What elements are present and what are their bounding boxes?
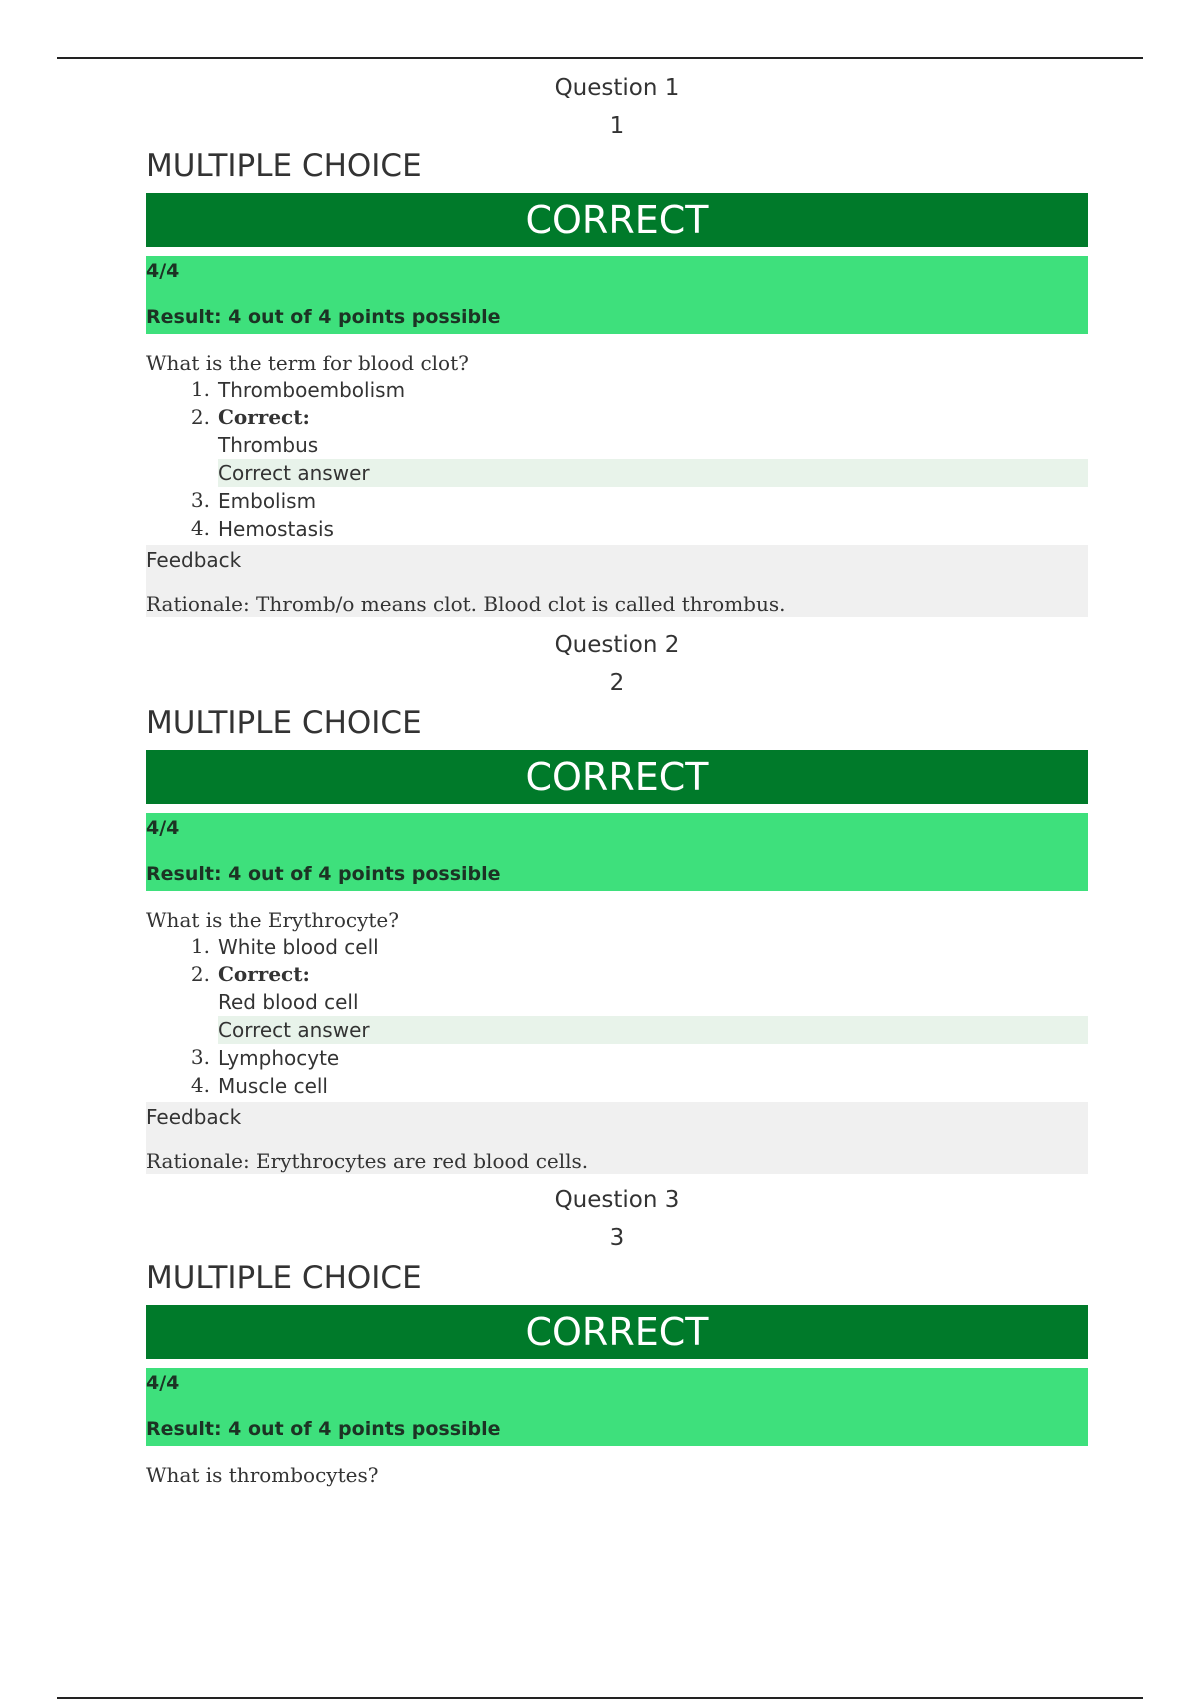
option-number: 4. (190, 516, 210, 540)
option-text: Lymphocyte (218, 1046, 340, 1070)
correct-label: Correct: (218, 962, 310, 986)
question-number: 2 (609, 670, 625, 696)
question-1 (146, 74, 1088, 617)
feedback-panel (146, 1102, 1088, 1174)
option-number: 3. (190, 1045, 210, 1069)
option-text: Thrombus (218, 433, 319, 457)
question-type: MULTIPLE CHOICE (146, 705, 422, 741)
option-text: Muscle cell (218, 1074, 328, 1098)
question-2 (146, 631, 1088, 1174)
question-number: 3 (609, 1225, 625, 1251)
option-text: Red blood cell (218, 990, 359, 1014)
score-panel (146, 1368, 1088, 1446)
feedback-rationale: Rationale: Erythrocytes are red blood cells. (146, 1149, 589, 1173)
question-type: MULTIPLE CHOICE (146, 1260, 422, 1296)
answer-option (146, 933, 1088, 961)
option-number: 2. (190, 405, 210, 429)
question-stem: What is the term for blood clot? (146, 351, 469, 375)
points-earned: 4/4 (146, 817, 180, 839)
points-earned: 4/4 (146, 260, 180, 282)
question-stem: What is the Erythrocyte? (146, 908, 399, 932)
question-stem: What is thrombocytes? (146, 1463, 379, 1487)
bottom-rule (57, 1697, 1143, 1699)
answer-options (146, 376, 1088, 543)
answer-option-correct (146, 961, 1088, 1044)
answer-option (146, 1044, 1088, 1072)
option-number: 4. (190, 1073, 210, 1097)
correct-answer-tag: Correct answer (218, 1016, 1088, 1044)
answer-option-correct (146, 404, 1088, 487)
question-title: Question 3 (554, 1187, 680, 1213)
answer-option (146, 515, 1088, 543)
question-title: Question 1 (554, 75, 680, 101)
answer-option (146, 1072, 1088, 1100)
result-text: Result: 4 out of 4 points possible (146, 1418, 501, 1440)
answer-option (146, 376, 1088, 404)
score-panel (146, 256, 1088, 334)
option-number: 1. (190, 377, 210, 401)
option-text: Hemostasis (218, 517, 334, 541)
correct-banner: CORRECT (146, 193, 1088, 247)
correct-label: Correct: (218, 405, 310, 429)
option-text: Thromboembolism (218, 378, 406, 402)
question-type: MULTIPLE CHOICE (146, 148, 422, 184)
correct-answer-tag: Correct answer (218, 459, 1088, 487)
answer-options (146, 933, 1088, 1100)
option-text: Embolism (218, 489, 317, 513)
option-number: 2. (190, 962, 210, 986)
answer-option (146, 487, 1088, 515)
feedback-rationale: Rationale: Thromb/o means clot. Blood clot is called thrombus. (146, 592, 786, 616)
result-text: Result: 4 out of 4 points possible (146, 863, 501, 885)
option-text: White blood cell (218, 935, 379, 959)
question-number: 1 (609, 113, 625, 139)
score-panel (146, 813, 1088, 891)
points-earned: 4/4 (146, 1372, 180, 1394)
option-number: 3. (190, 488, 210, 512)
question-3 (146, 1186, 1088, 1488)
feedback-label: Feedback (146, 548, 242, 572)
result-text: Result: 4 out of 4 points possible (146, 306, 501, 328)
question-title: Question 2 (554, 632, 680, 658)
feedback-label: Feedback (146, 1105, 242, 1129)
feedback-panel (146, 545, 1088, 617)
correct-banner: CORRECT (146, 750, 1088, 804)
top-rule (57, 57, 1143, 59)
option-number: 1. (190, 934, 210, 958)
correct-banner: CORRECT (146, 1305, 1088, 1359)
